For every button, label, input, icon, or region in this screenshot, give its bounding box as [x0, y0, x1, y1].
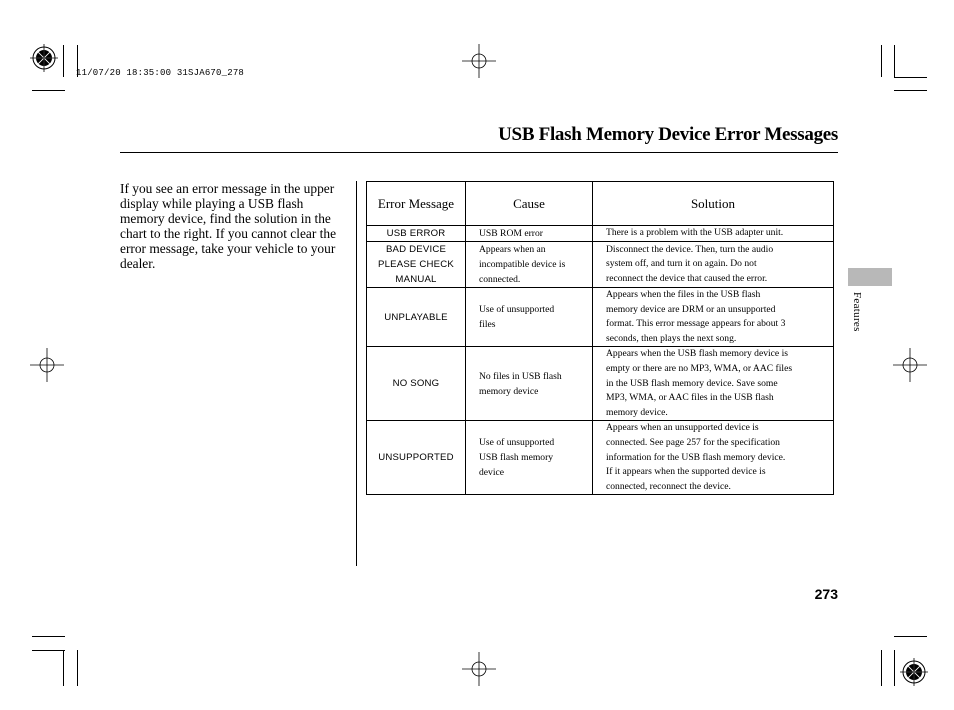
cell-line: USB ERROR — [386, 228, 446, 239]
cause-cell — [466, 242, 593, 288]
page-number: 273 — [814, 586, 838, 602]
crop-mark — [894, 90, 927, 91]
table-row — [367, 242, 834, 288]
title-rule — [120, 152, 838, 153]
solution-cell — [593, 421, 834, 495]
error-message-cell — [367, 226, 466, 242]
crop-mark — [881, 45, 882, 77]
crop-mark — [881, 650, 882, 686]
cell-line: No files in USB flash — [479, 370, 562, 382]
error-message-cell — [367, 288, 466, 347]
solution-cell — [593, 226, 834, 242]
cell-line: USB ROM error — [479, 228, 543, 239]
cell-line: reconnect the device that caused the error. — [606, 272, 768, 284]
solution-cell — [593, 288, 834, 347]
cell-line: UNSUPPORTED — [378, 452, 454, 464]
registration-sunburst-icon — [900, 658, 928, 686]
cell-line: MANUAL — [395, 274, 437, 285]
error-message-cell — [367, 347, 466, 421]
print-timestamp: 11/07/20 18:35:00 31SJA670_278 — [76, 68, 245, 78]
crop-mark — [894, 77, 927, 78]
cell-line: memory device are DRM or an unsupported — [606, 303, 776, 315]
error-message-cell — [367, 242, 466, 288]
cell-line: MP3, WMA, or AAC files in the USB flash — [606, 392, 774, 404]
cause-cell — [466, 226, 593, 242]
cell-line: connected. See page 257 for the specification — [606, 436, 780, 448]
crop-mark — [32, 90, 65, 91]
cell-line: Appears when the USB flash memory device is — [606, 348, 788, 360]
cell-line: seconds, then plays the next song. — [606, 332, 737, 344]
cell-line: Use of unsupported — [479, 304, 555, 316]
crop-mark — [63, 650, 64, 686]
cause-cell — [466, 421, 593, 495]
intro-paragraph: If you see an error message in the upper display while playing a USB flash memory device, find the solution in the chart to the right. If you cannot clear the error message, take your vehicle to your dealer. — [120, 181, 337, 271]
header-solution: Solution — [593, 182, 834, 226]
cell-line: connected, reconnect the device. — [606, 480, 731, 492]
table-row — [367, 288, 834, 347]
section-tab — [848, 268, 892, 286]
column-divider — [356, 181, 357, 566]
section-label: Features — [851, 292, 863, 332]
cell-line: connected. — [479, 274, 521, 285]
crop-mark — [32, 650, 65, 651]
solution-cell — [593, 347, 834, 421]
cell-line: files — [479, 319, 496, 331]
cell-line: empty or there are no MP3, WMA, or AAC files — [606, 362, 793, 374]
error-message-cell — [367, 421, 466, 495]
cell-line: device — [479, 467, 505, 479]
crop-mark — [894, 650, 895, 686]
registration-crosshair-icon — [893, 348, 927, 382]
crop-mark — [894, 45, 895, 77]
solution-cell — [593, 242, 834, 288]
cell-line: If it appears when the supported device is — [606, 466, 766, 478]
cell-line: format. This error message appears for about 3 — [606, 318, 786, 330]
cell-line: UNPLAYABLE — [384, 311, 448, 323]
cell-line: PLEASE CHECK — [378, 259, 454, 270]
header-cause: Cause — [466, 182, 593, 226]
registration-crosshair-icon — [30, 348, 64, 382]
cause-cell — [466, 347, 593, 421]
cause-cell — [466, 288, 593, 347]
cell-line: in the USB flash memory device. Save some — [606, 377, 778, 389]
page-title: USB Flash Memory Device Error Messages — [498, 124, 838, 145]
cell-line: Appears when an unsupported device is — [606, 422, 759, 434]
error-messages-table — [366, 181, 834, 495]
crop-mark — [894, 636, 927, 637]
cell-line: Appears when the files in the USB flash — [606, 289, 761, 300]
table-row — [367, 421, 834, 495]
registration-sunburst-icon — [30, 44, 58, 72]
table-row — [367, 226, 834, 242]
header-error-message: Error Message — [367, 182, 466, 226]
cell-line: system off, and turn it on again. Do not — [606, 258, 757, 270]
cell-line: NO SONG — [392, 378, 440, 390]
crop-mark — [32, 636, 65, 637]
cell-line: information for the USB flash memory device. — [606, 451, 786, 463]
registration-crosshair-icon — [462, 652, 496, 686]
cell-line: USB flash memory — [479, 452, 554, 464]
cell-line: Disconnect the device. Then, turn the audio — [606, 243, 774, 255]
registration-crosshair-icon — [462, 44, 496, 78]
crop-mark — [77, 650, 78, 686]
cell-line: memory device — [479, 385, 539, 397]
table-header-row — [367, 182, 834, 226]
cell-line: There is a problem with the USB adapter unit. — [606, 227, 784, 239]
crop-mark — [63, 45, 64, 77]
cell-line: Use of unsupported — [479, 437, 555, 449]
table-row — [367, 347, 834, 421]
cell-line: incompatible device is — [479, 259, 566, 270]
cell-line: Appears when an — [479, 244, 546, 255]
cell-line: BAD DEVICE — [385, 244, 447, 255]
cell-line: memory device. — [606, 406, 668, 418]
